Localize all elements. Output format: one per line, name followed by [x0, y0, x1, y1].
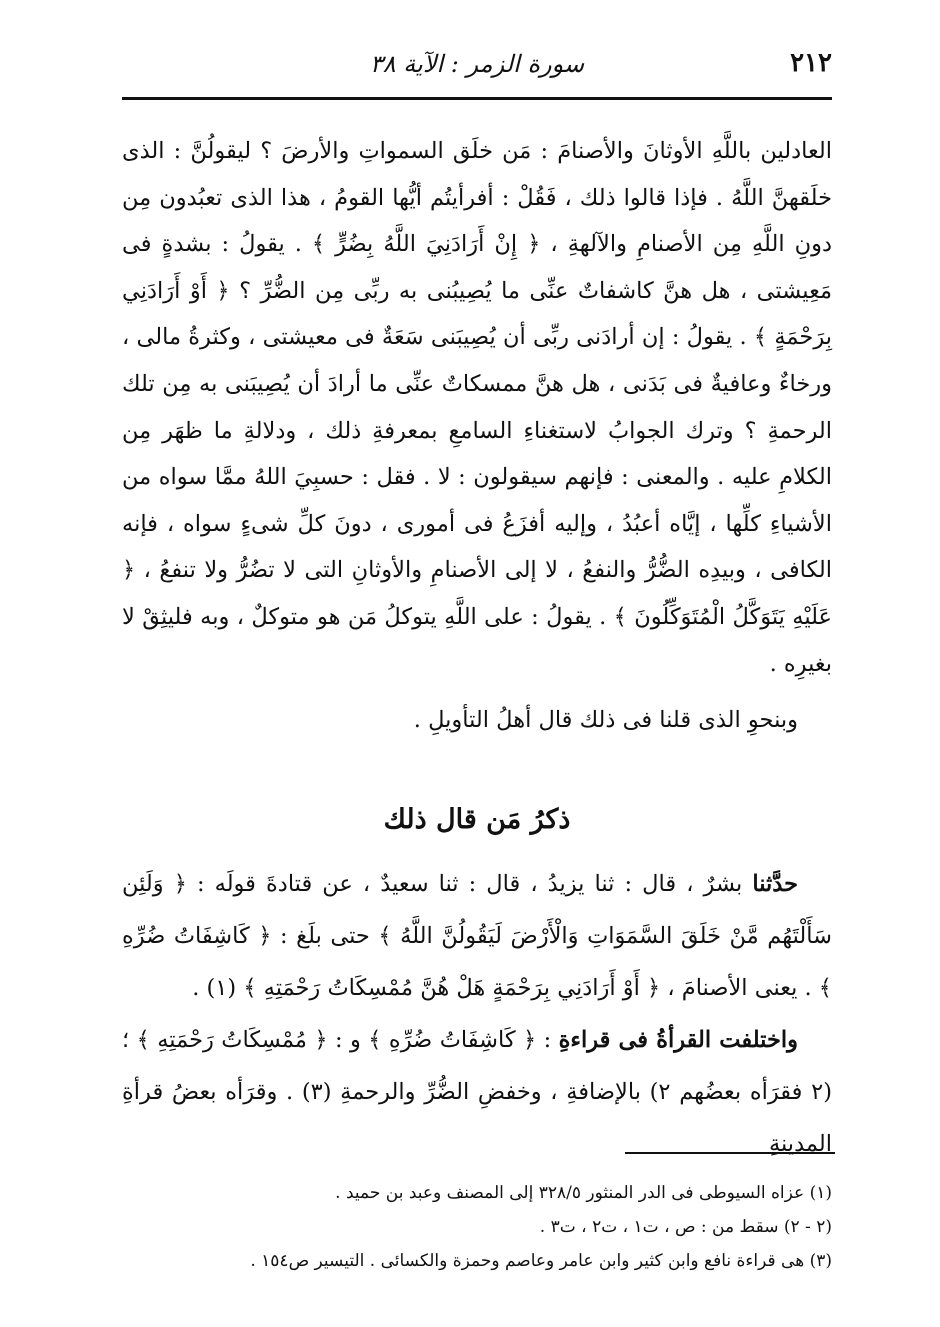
footnote: (٣) هى قراءة نافع وابن كثير وابن عامر وعاصم وحمزة والكسائى . التيسير ص١٥٤ . [250, 1251, 832, 1271]
footnote-divider [625, 1152, 835, 1154]
page-number: ٢١٢ [790, 48, 832, 78]
main-text [122, 128, 832, 744]
footnote: (٢ - ٢) سقط من : ص ، ت١ ، ت٢ ، ت٣ . [539, 1217, 832, 1237]
main-paragraph: العادلين باللَّهِ الأوثانَ والأصنامَ : مَن خلَق السمواتِ والأرضَ ؟ ليقولُنَّ : الذى خلَقهنَّ اللَّهُ . فإذا قالوا ذلك ، فَقُلْ : أفرأيتُم أيُّها القومُ ، هذا الذى تعبُدون مِن دونِ اللَّهِ مِن الأصنامِ والآلهةِ ، ﴿ إِنْ أَرَادَنِيَ اللَّهُ بِضُرٍّ ﴾ . يقولُ : بشدةٍ فى مَعِيشتى ، هل هنَّ كاشفاتٌ عنِّى ما يُصِيبُنى به ربِّى مِن الضُّرِّ ؟ ﴿ أَوْ أَرَادَنِي بِرَحْمَةٍ ﴾ . يقولُ : إن أرادَنى ربِّى أن يُصِيبَنى سَعَةٌ فى معيشتى ، وكثرةُ مالى ، ورخاءٌ وعافيةٌ فى بَدَنى ، هل هنَّ ممسكاتٌ عنِّى ما أرادَ أن يُصِيبَنى به مِن تلك الرحمةِ ؟ وترك الجوابُ لاستغناءِ السامعِ بمعرفةِ ذلك ، ودلالةِ ما ظهَر مِن الكلامِ عليه . والمعنى : فإنهم سيقولون : لا . فقل : حسبِيَ اللهُ ممَّا سواه من الأشياءِ كلِّها ، إيَّاه أعبُدُ ، وإليه أفزَعُ فى أمورى ، دونَ كلِّ شىءٍ سواه ، فإنه الكافى ، وبيدِه الضُّرُّ والنفعُ ، لا إلى الأصنامِ والأوثانِ التى لا تضُرُّ ولا تنفعُ ، ﴿ عَلَيْهِ يَتَوَكَّلُ الْمُتَوَكِّلُونَ ﴾ . يقولُ : على اللَّهِ يتوكلُ مَن هو متوكلٌ ، وبه فليثِقْ لا بغيرِه . [122, 138, 832, 677]
main-paragraph: وبنحوِ الذى قلنا فى ذلك قال أهلُ التأويلِ . [413, 707, 798, 734]
header-divider [122, 97, 832, 100]
readings-paragraph [122, 1014, 832, 1170]
narration-paragraph [122, 858, 832, 1014]
running-title: سورة الزمر : الآية ٣٨ [369, 50, 585, 78]
footnotes [122, 1176, 832, 1278]
narration-text: بشرٌ ، قال : ثنا يزيدُ ، قال : ثنا سعيدٌ ، عن قتادةَ قولَه : ﴿ وَلَئِن سَأَلْتَهُم مَّنْ خَلَقَ السَّمَوَاتِ وَالْأَرْضَ لَيَقُولُنَّ اللَّهُ ﴾ حتى بلَغ : ﴿ كَاشِفَاتُ ضُرِّهِ ﴾ . يعنى الأصنامَ ، ﴿ أَوْ أَرَادَنِي بِرَحْمَةٍ هَلْ هُنَّ مُمْسِكَاتُ رَحْمَتِهِ ﴾ (١) . [122, 871, 832, 1001]
page-header [122, 48, 832, 88]
footnote: (١) عزاه السيوطى فى الدر المنثور ٣٢٨/٥ إلى المصنف وعبد بن حميد . [335, 1183, 832, 1203]
readings-text: : ﴿ كَاشِفَاتُ ضُرِّهِ ﴾ و : ﴿ مُمْسِكَاتُ رَحْمَتِهِ ﴾ ؛ (٢ فقرَأه بعضُهم ٢) بالإضافةِ ، وخفضِ الضُّرِّ والرحمةِ (٣) . وقرَأه بعضُ قرأةِ المدينةِ [122, 1027, 832, 1157]
readings-lead: واختلفت القرأةُ فى قراءةِ [558, 1027, 798, 1053]
section-heading: ذكرُ مَن قال ذلك [383, 804, 571, 835]
narration-lead: حدَّثنا [752, 871, 798, 897]
narration-block [122, 858, 832, 1170]
